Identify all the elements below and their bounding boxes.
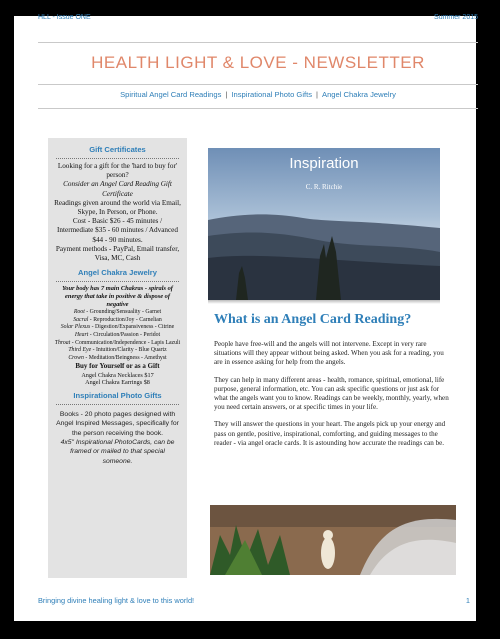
article-paragraph: They can help in many different areas - health, romance, spiritual, emotional, life purpose, general information, etc. You can ask specific questions or just ask for what the angels want you to know. Readings can be weekly, monthly, yearly, when you need certain answers, or at specific times in your life. — [214, 375, 449, 412]
subnav-item-photo-gifts[interactable]: Inspirational Photo Gifts — [231, 90, 313, 99]
divider — [56, 281, 179, 282]
photo-gifts-text-1: Books - 20 photo pages designed with Angel Inspired Messages, specifically for the person receiving the book. — [56, 410, 179, 437]
inspiration-photo — [208, 148, 440, 300]
gift-line-1: Looking for a gift for the 'hard to buy for' person? — [57, 162, 178, 180]
chakra-item-third-eye: Third Eye - Intuition/Clarity - Blue Quartz — [68, 347, 167, 354]
article-paragraph: People have free-will and the angels will not intervene. Except in very rare situations will they appear without being asked. When you ask for a reading, you are in essence asking for help from the angels. — [214, 340, 444, 367]
necklace-price: Angel Chakra Necklaces $17 — [81, 371, 154, 379]
chakra-intro: Your body has 7 main Chakras - spirals of energy that take in positive & dispose of negative — [62, 285, 173, 309]
divider — [56, 404, 179, 405]
photo-gifts-text-2: 4x5" Inspirational PhotoCards, can be framed or mailed to that special someone. — [60, 439, 175, 465]
subnav: Spiritual Angel Card Readings | Inspirational Photo Gifts | Angel Chakra Jewelry — [120, 90, 396, 99]
issue-label: HLL - Issue ONE — [38, 14, 91, 21]
divider — [56, 158, 179, 159]
gift-line-4: Cost - Basic $26 - 45 minutes / Intermediate $35 - 60 minutes / Advanced $44 - 90 minutes. — [57, 217, 178, 244]
chakra-list — [48, 309, 187, 362]
article-body — [214, 340, 450, 456]
chakra-item-root: Root - Grounding/Sensuality - Garnet — [73, 309, 162, 316]
article-heading: What is an Angel Card Reading? — [214, 312, 412, 327]
garden-photo — [210, 505, 456, 575]
subnav-item-readings[interactable]: Spiritual Angel Card Readings — [120, 90, 222, 99]
gift-heading: Gift Certificates — [89, 145, 146, 154]
article-paragraph: They will answer the questions in your heart. The angels pick up your energy and pass on gentle, positive, inspirational, comforting, and guiding messages to the reader - via angel oracle cards. It is astounding how accurate the readings can be. — [214, 420, 446, 447]
chakra-item-sacral: Sacral - Reproduction/Joy - Carnelian — [73, 316, 162, 323]
title-rule — [38, 84, 478, 85]
date-label: Summer 2015 — [434, 14, 478, 21]
header-rule — [38, 42, 478, 43]
gift-line-5: Payment methods - PayPal, Email transfer, Visa, MC, Cash — [55, 244, 180, 263]
subnav-rule — [38, 108, 478, 109]
footer-tagline: Bringing divine healing light & love to this world! — [38, 596, 195, 605]
photo-author: C. R. Ritchie — [305, 183, 343, 191]
photo-title: Inspiration — [289, 155, 359, 172]
jewelry-heading: Angel Chakra Jewelry — [78, 268, 157, 278]
chakra-item-solar-plexus: Solar Plexus - Digestion/Expansiveness - Citrine — [60, 324, 175, 331]
garden-image — [210, 505, 456, 575]
chakra-item-crown: Crown - Meditation/Beingness - Amethyst — [68, 354, 167, 361]
subnav-item-jewelry[interactable]: Angel Chakra Jewelry — [322, 90, 396, 99]
gift-line-3: Readings given around the world via Email, Skype, In Person, or Phone. — [54, 198, 181, 217]
chakra-item-heart: Heart - Circulation/Passion - Peridot — [74, 332, 161, 339]
newsletter-title: HEALTH LIGHT & LOVE - NEWSLETTER — [91, 53, 425, 72]
photo-shadow — [208, 300, 440, 304]
photo-gifts-heading: Inspirational Photo Gifts — [73, 390, 162, 400]
gift-line-2: Consider an Angel Card Reading Gift Certificate — [63, 180, 172, 198]
chakra-item-throat: Throat - Communication/Independence - Lapis Lazuli — [54, 339, 181, 346]
page-number: 1 — [465, 596, 470, 605]
buy-label: Buy for Yourself or as a Gift — [75, 362, 160, 371]
sidebar — [48, 138, 187, 578]
earrings-price: Angel Chakra Earrings $8 — [85, 379, 150, 387]
